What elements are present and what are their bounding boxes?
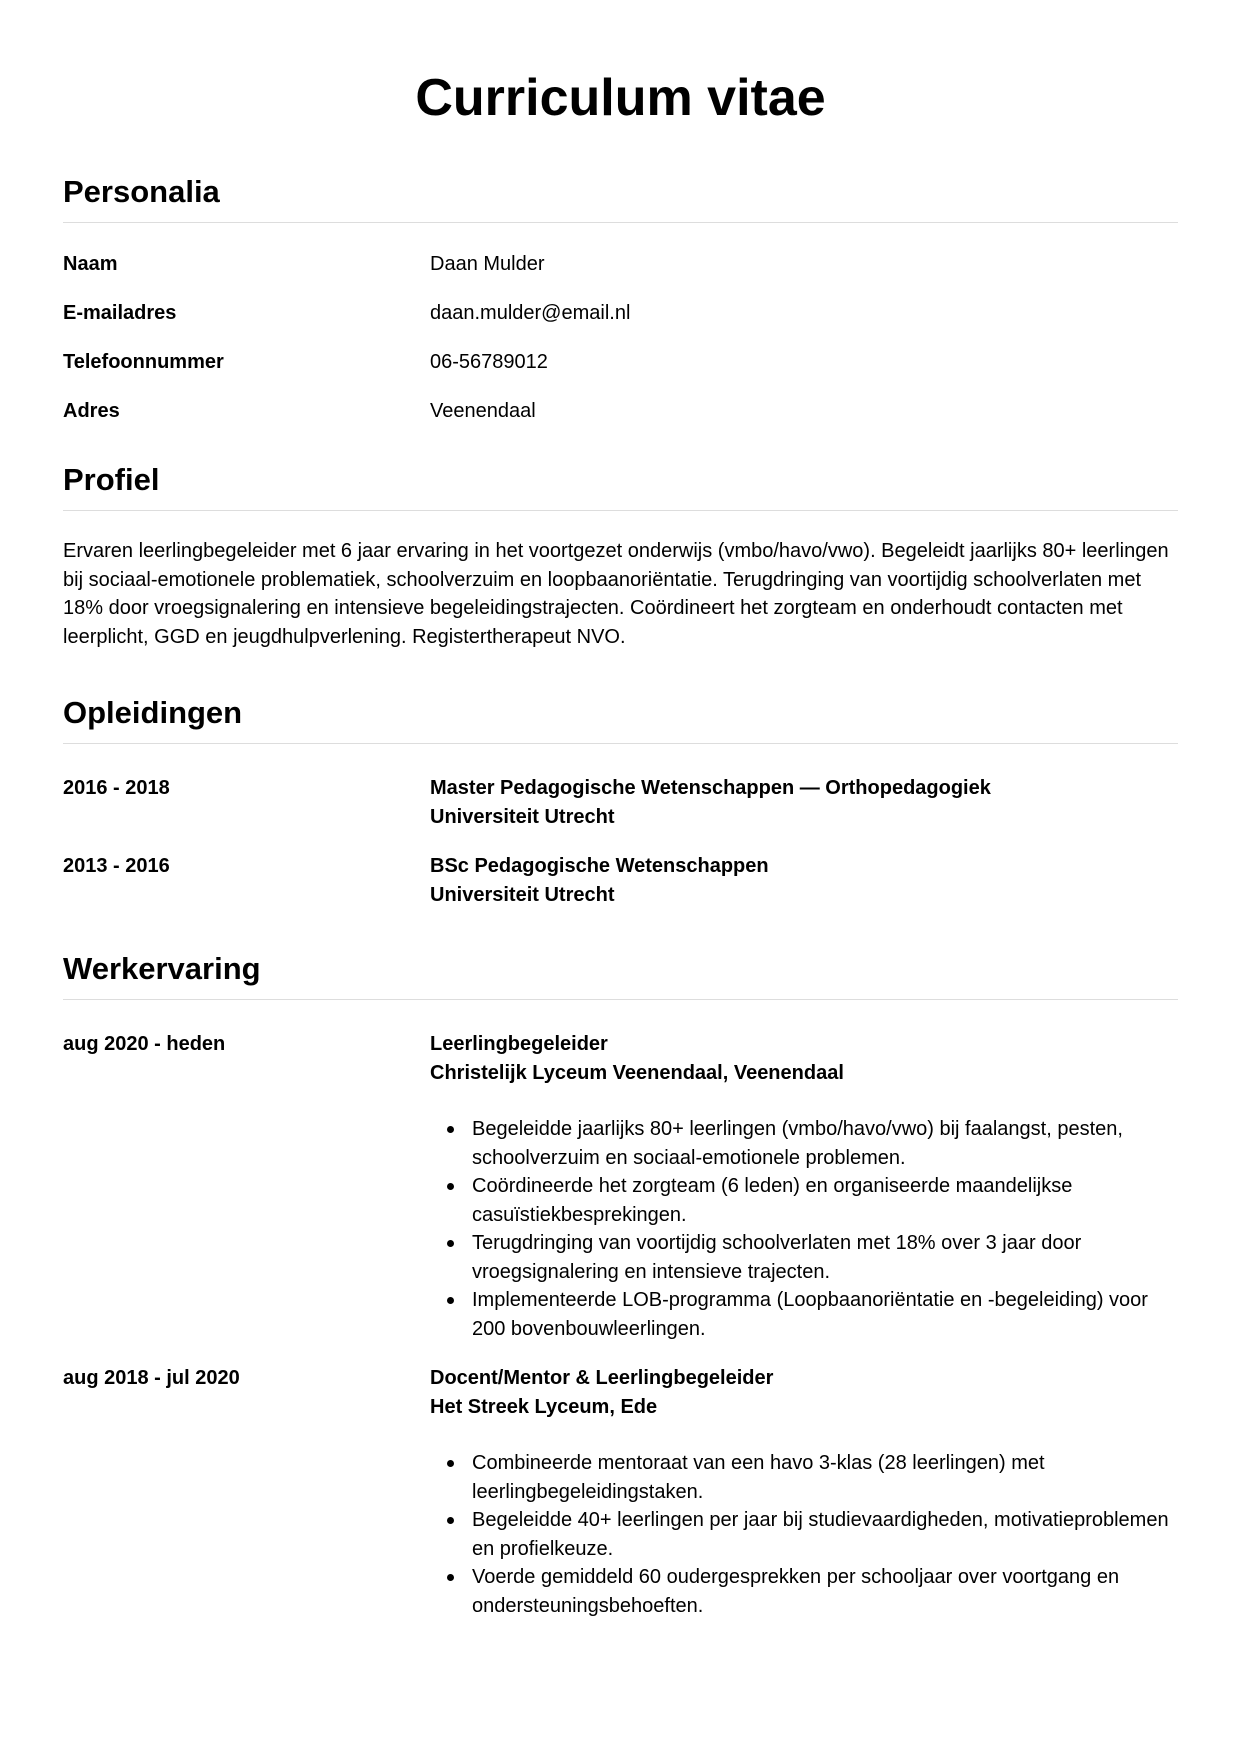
education-item [63, 774, 1178, 831]
experience-role: Docent/Mentor & Leerlingbegeleider [430, 1367, 774, 1389]
personalia-list [63, 250, 1178, 425]
section-heading-profiel: Profiel [63, 460, 1178, 511]
experience-details [430, 1364, 1178, 1620]
section-werkervaring [63, 949, 1178, 1620]
section-opleidingen [63, 693, 1178, 909]
list-item: Terugdringing van voortijdig schoolverlaten met 18% over 3 jaar door vroegsignalering en intensieve trajecten. [472, 1229, 1178, 1286]
personalia-value: Veenendaal [430, 400, 536, 422]
personalia-row-telefoon [63, 348, 1178, 376]
education-institution: Universiteit Utrecht [430, 883, 615, 906]
section-heading-werkervaring: Werkervaring [63, 949, 1178, 1000]
personalia-row-adres [63, 397, 1178, 425]
list-item: Begeleidde jaarlijks 80+ leerlingen (vmbo/havo/vwo) bij faalangst, pesten, schoolverzuim en sociaal-emotionele problemen. [472, 1115, 1178, 1172]
experience-period: aug 2020 - heden [63, 1033, 226, 1055]
personalia-value: Daan Mulder [430, 253, 545, 275]
section-personalia [63, 172, 1178, 425]
list-item: Voerde gemiddeld 60 oudergesprekken per schooljaar over voortgang en ondersteuningsbehoeften. [472, 1563, 1178, 1620]
personalia-row-email [63, 299, 1178, 327]
experience-role: Leerlingbegeleider [430, 1033, 608, 1055]
education-details [430, 774, 1178, 831]
education-institution: Universiteit Utrecht [430, 805, 615, 828]
experience-details [430, 1030, 1178, 1343]
experience-bullets [430, 1115, 1178, 1343]
list-item: Combineerde mentoraat van een havo 3-klas (28 leerlingen) met leerlingbegeleidingstaken. [472, 1449, 1178, 1506]
profile-summary: Ervaren leerlingbegeleider met 6 jaar ervaring in het voortgezet onderwijs (vmbo/havo/vwo). Begeleidt jaarlijks 80+ leerlingen bij sociaal-emotionele problematiek, schoolverzuim en loopbaanoriëntatie. Terugdringing van voortijdig schoolverlaten met 18% door vroegsignalering en intensieve begeleidingstrajecten. Coördineert het zorgteam en onderhoudt contacten met leerplicht, GGD en jeugdhulpverlening. Registertherapeut NVO. [63, 540, 1169, 648]
experience-employer: Het Streek Lyceum, Ede [430, 1395, 658, 1418]
experience-item [63, 1364, 1178, 1620]
personalia-label: Naam [63, 253, 118, 275]
personalia-value: 06-56789012 [430, 351, 548, 373]
section-profiel [63, 460, 1178, 651]
document-title: Curriculum vitae [415, 69, 826, 127]
personalia-label: E-mailadres [63, 302, 177, 324]
education-details [430, 852, 1178, 909]
education-degree: Master Pedagogische Wetenschappen — Orthopedagogiek [430, 777, 991, 799]
experience-item [63, 1030, 1178, 1343]
personalia-value: daan.mulder@email.nl [430, 302, 631, 324]
experience-employer: Christelijk Lyceum Veenendaal, Veenendaal [430, 1061, 844, 1084]
education-list [63, 774, 1178, 909]
personalia-label: Telefoonnummer [63, 351, 224, 373]
education-period: 2016 - 2018 [63, 777, 170, 799]
list-item: Implementeerde LOB-programma (Loopbaanoriëntatie en -begeleiding) voor 200 bovenbouwleerlingen. [472, 1286, 1178, 1343]
list-item: Begeleidde 40+ leerlingen per jaar bij studievaardigheden, motivatieproblemen en profielkeuze. [472, 1506, 1178, 1563]
personalia-label: Adres [63, 400, 120, 422]
experience-period: aug 2018 - jul 2020 [63, 1367, 240, 1389]
section-heading-personalia: Personalia [63, 172, 1178, 223]
education-item [63, 852, 1178, 909]
education-period: 2013 - 2016 [63, 855, 170, 877]
experience-bullets [430, 1449, 1178, 1620]
personalia-row-naam [63, 250, 1178, 278]
section-heading-opleidingen: Opleidingen [63, 693, 1178, 744]
experience-list [63, 1030, 1178, 1620]
education-degree: BSc Pedagogische Wetenschappen [430, 855, 769, 877]
list-item: Coördineerde het zorgteam (6 leden) en organiseerde maandelijkse casuïstiekbesprekingen. [472, 1172, 1178, 1229]
